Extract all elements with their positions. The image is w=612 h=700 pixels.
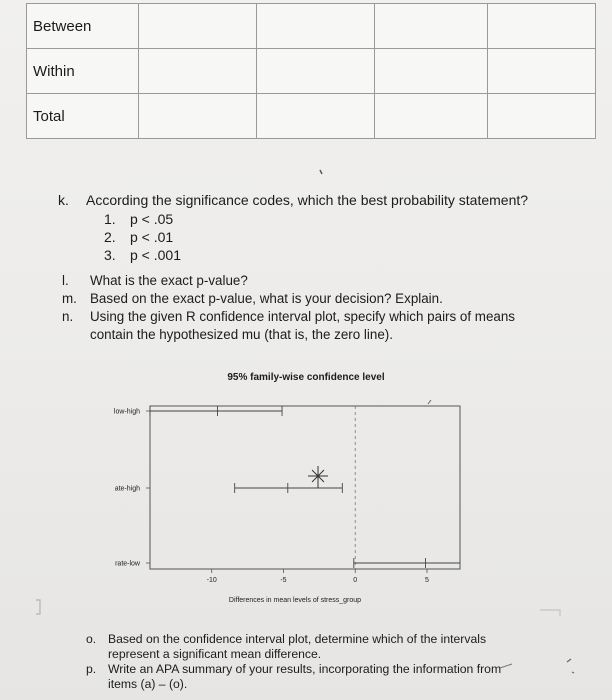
question-l: l. What is the exact p-value? — [62, 273, 248, 288]
page-edge-mark — [540, 610, 560, 616]
question-text: According the significance codes, which the best probability statement? — [86, 192, 529, 208]
x-tick-label: -10 — [206, 577, 217, 584]
list-item: 2. p < .01 — [104, 229, 174, 245]
list-item: 3. p < .001 — [104, 247, 181, 263]
question-m: m. Based on the exact p-value, what is your decision? Explain. — [62, 291, 443, 306]
y-tick-label: low-high — [113, 408, 140, 416]
question-o: o. Based on the confidence interval plot, determine which of the intervals represent a significant mean difference. — [86, 632, 487, 661]
x-tick-label: -5 — [280, 577, 287, 584]
list-item: 1. p < .05 — [104, 211, 174, 227]
row-label-total: Total — [27, 94, 139, 139]
pen-mark — [320, 170, 322, 174]
pen-mark — [567, 659, 574, 673]
y-tick-label: ate-high — [114, 485, 140, 493]
page-edge-mark — [36, 600, 40, 614]
question-p: p. Write an APA summary of your results, incorporating the information from items (a) – (o). — [86, 662, 502, 691]
question-letter: k. — [58, 192, 69, 208]
row-label-between: Between — [27, 4, 139, 49]
chart-title: 95% family-wise confidence level — [227, 372, 385, 383]
row-label-within: Within — [27, 49, 139, 94]
x-axis-label: Differences in mean levels of stress_group — [228, 597, 362, 604]
pen-mark — [500, 664, 512, 668]
x-tick-label: 5 — [425, 577, 429, 584]
pen-mark — [428, 400, 431, 404]
x-tick-label: 0 — [353, 577, 358, 584]
y-tick-label: rate-low — [115, 560, 140, 568]
question-n: n. Using the given R confidence interval plot, specify which pairs of means contain the hypothesized mu (that is, the zero line). — [62, 309, 515, 342]
